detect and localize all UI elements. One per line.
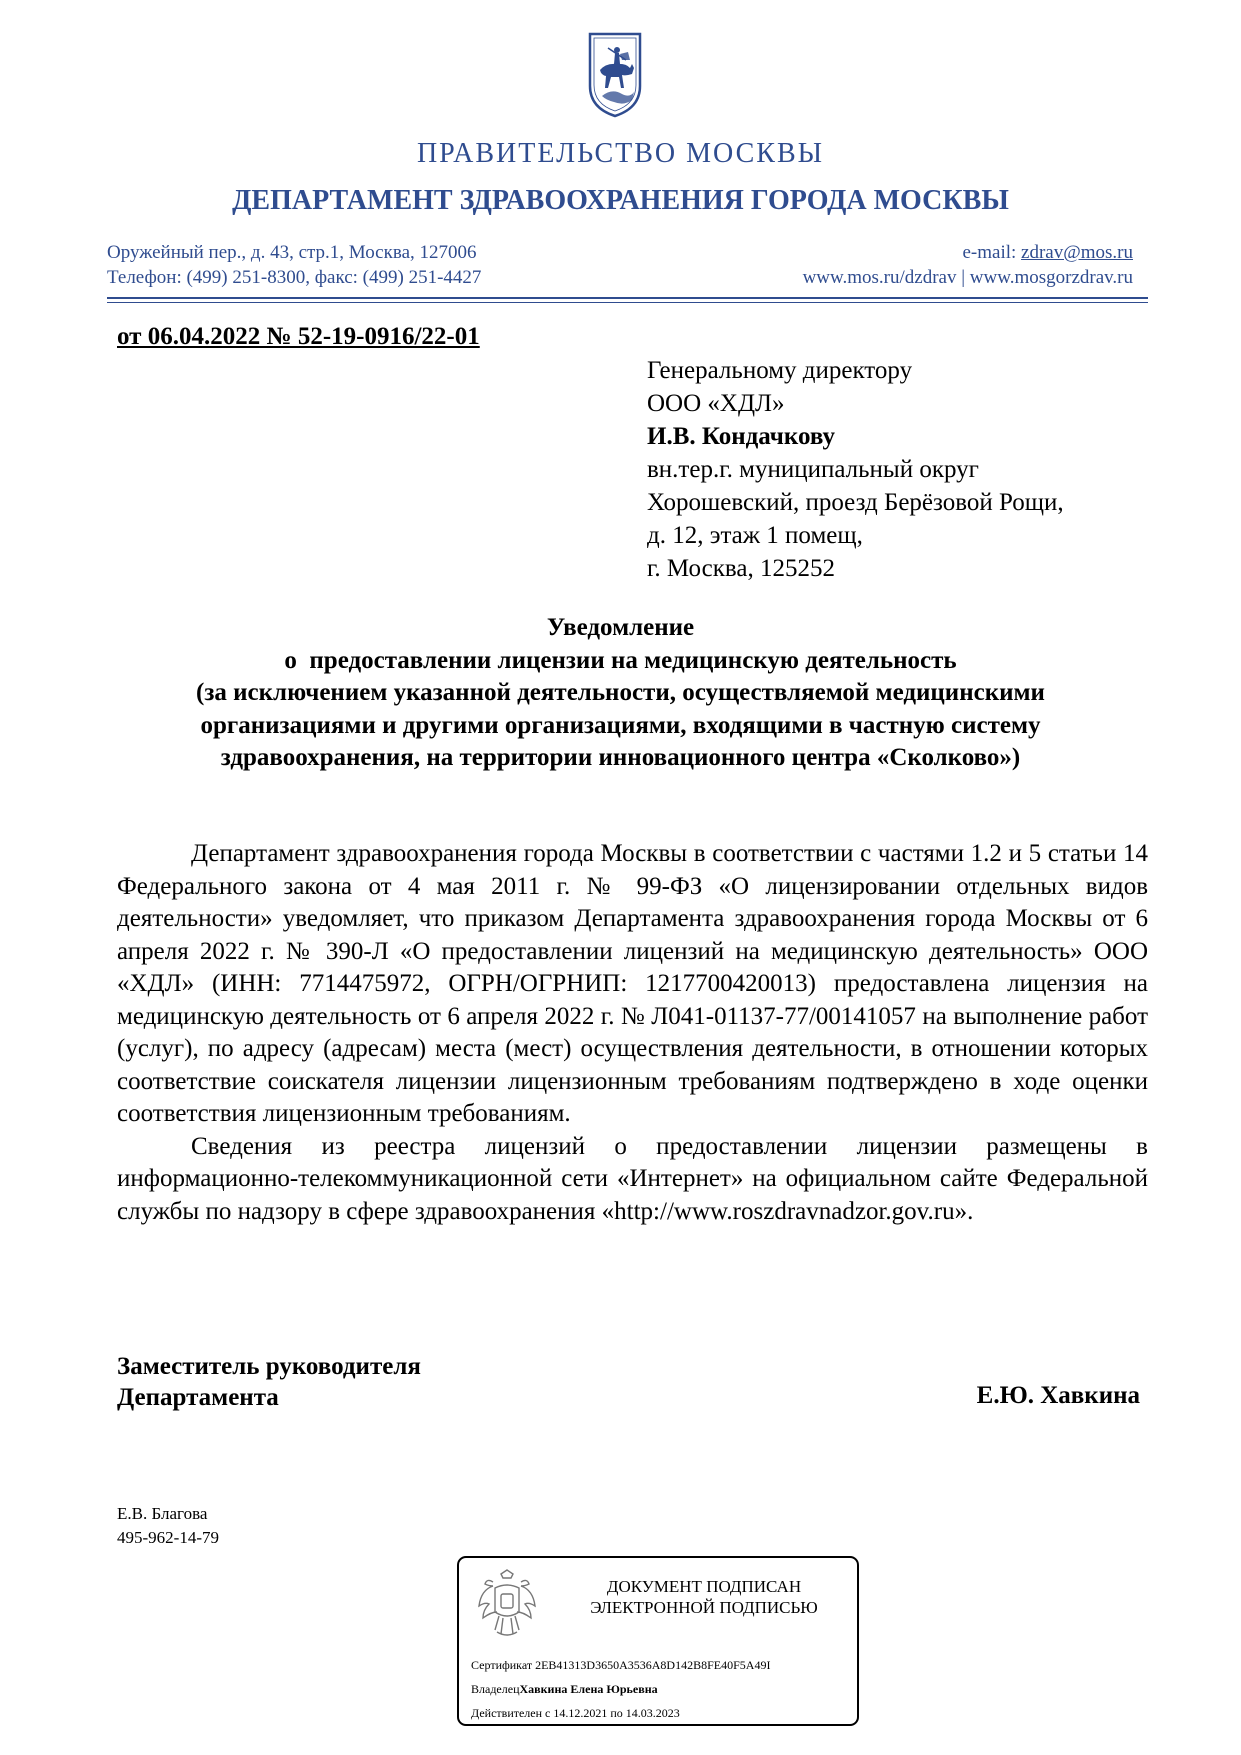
notice-title-line: здравоохранения, на территории инновационного центра «Сколково») xyxy=(220,744,1021,771)
signatory-position-line: Заместитель руководителя xyxy=(117,1353,421,1380)
document-reference-number: от 06.04.2022 № 52-19-0916/22-01 xyxy=(117,323,480,350)
owner-value: Хавкина Елена Юрьевна xyxy=(519,1682,658,1696)
department-address: Оружейный пер., д. 43, стр.1, Москва, 127006 xyxy=(107,242,477,263)
contact-web-block xyxy=(803,240,1133,290)
signatory-name: Е.Ю. Хавкина xyxy=(976,1382,1140,1409)
government-title: ПРАВИТЕЛЬСТВО МОСКВЫ xyxy=(416,138,825,169)
email-line xyxy=(803,240,1133,265)
electronic-signature-stamp xyxy=(457,1556,859,1726)
notice-title xyxy=(100,612,1141,775)
stamp-owner xyxy=(471,1682,658,1697)
stamp-heading xyxy=(559,1576,849,1618)
stamp-validity: Действителен с 14.12.2021 по 14.03.2023 xyxy=(471,1706,680,1720)
recipient-position: Генеральному директору xyxy=(647,357,913,384)
stamp-heading-line: ЭЛЕКТРОННОЙ ПОДПИСЬЮ xyxy=(590,1598,818,1617)
notice-body xyxy=(117,838,1148,1228)
notice-title-line: (за исключением указанной деятельности, осуществляемой медицинскими xyxy=(196,679,1045,706)
russian-double-headed-eagle-icon xyxy=(475,1568,539,1640)
signatory-position xyxy=(117,1351,421,1413)
email-link[interactable]: zdrav@mos.ru xyxy=(1021,242,1133,263)
recipient-address-line: д. 12, этаж 1 помещ, xyxy=(647,522,863,549)
certificate-value: 2EB41313D3650A3536A8D142B8FE40F5A49I xyxy=(535,1658,771,1672)
contact-address-block xyxy=(107,240,481,290)
email-label: e-mail: xyxy=(962,242,1022,263)
recipient-company: ООО «ХДЛ» xyxy=(647,390,785,417)
moscow-coat-of-arms-icon xyxy=(586,30,644,118)
signatory-position-line: Департамента xyxy=(117,1384,279,1411)
notice-title-line: о предоставлении лицензии на медицинскую деятельность xyxy=(284,646,957,674)
recipient-address-line: вн.тер.г. муниципальный округ xyxy=(647,456,979,483)
executor-block xyxy=(117,1502,219,1550)
website-links[interactable]: www.mos.ru/dzdrav | www.mosgorzdrav.ru xyxy=(802,267,1133,288)
header-rule-thin xyxy=(107,302,1148,303)
notice-title-line: организациями и другими организациями, входящими в частную систему xyxy=(200,711,1041,739)
department-title: ДЕПАРТАМЕНТ ЗДРАВООХРАНЕНИЯ ГОРОДА МОСКВЫ xyxy=(232,185,1009,216)
executor-name: Е.В. Благова xyxy=(117,1504,208,1523)
header-rule-thick xyxy=(107,297,1148,299)
stamp-certificate xyxy=(471,1658,770,1673)
notice-title-line: Уведомление xyxy=(546,614,695,641)
recipient-name: И.В. Кондачкову xyxy=(647,423,836,450)
recipient-address-line: г. Москва, 125252 xyxy=(647,555,835,582)
recipient-address-line: Хорошевский, проезд Берёзовой Рощи, xyxy=(647,489,1064,516)
department-phone: Телефон: (499) 251-8300, факс: (499) 251-4427 xyxy=(107,267,482,288)
executor-phone: 495-962-14-79 xyxy=(117,1528,219,1547)
recipient-block xyxy=(647,354,1064,585)
body-paragraph: Сведения из реестра лицензий о предоставлении лицензии размещены в информационно-телекоммуникационной сети «Интернет» на официальном сайте Федеральной службы по надзору в сфере здравоохранения «http://www.roszdravnadzor.gov.ru». xyxy=(117,1132,1148,1225)
body-paragraph: Департамент здравоохранения города Москвы в соответствии с частями 1.2 и 5 статьи 14 Федерального закона от 4 мая 2011 г. № 99-ФЗ «О лицензировании отдельных видов деятельности» уведомляет, что приказом Департамента здравоохранения города Москвы от 6 апреля 2022 г. № 390-Л «О предоставлении лицензий на медицинскую деятельность» ООО «ХДЛ» (ИНН: 7714475972, ОГРН/ОГРНИП: 1217700420013) предоставлена лицензия на медицинскую деятельность от 6 апреля 2022 г. № Л041-01137-77/00141057 на выполнение работ (услуг), по адресу (адресам) места (мест) осуществления деятельности, в отношении которых соответствие соискателя лицензии лицензионным требованиям подтверждено в ходе оценки соответствия лицензионным требованиям. xyxy=(117,840,1148,1127)
owner-label: Владелец xyxy=(471,1682,520,1696)
certificate-label: Сертификат xyxy=(471,1658,533,1672)
stamp-heading-line: ДОКУМЕНТ ПОДПИСАН xyxy=(606,1577,802,1596)
